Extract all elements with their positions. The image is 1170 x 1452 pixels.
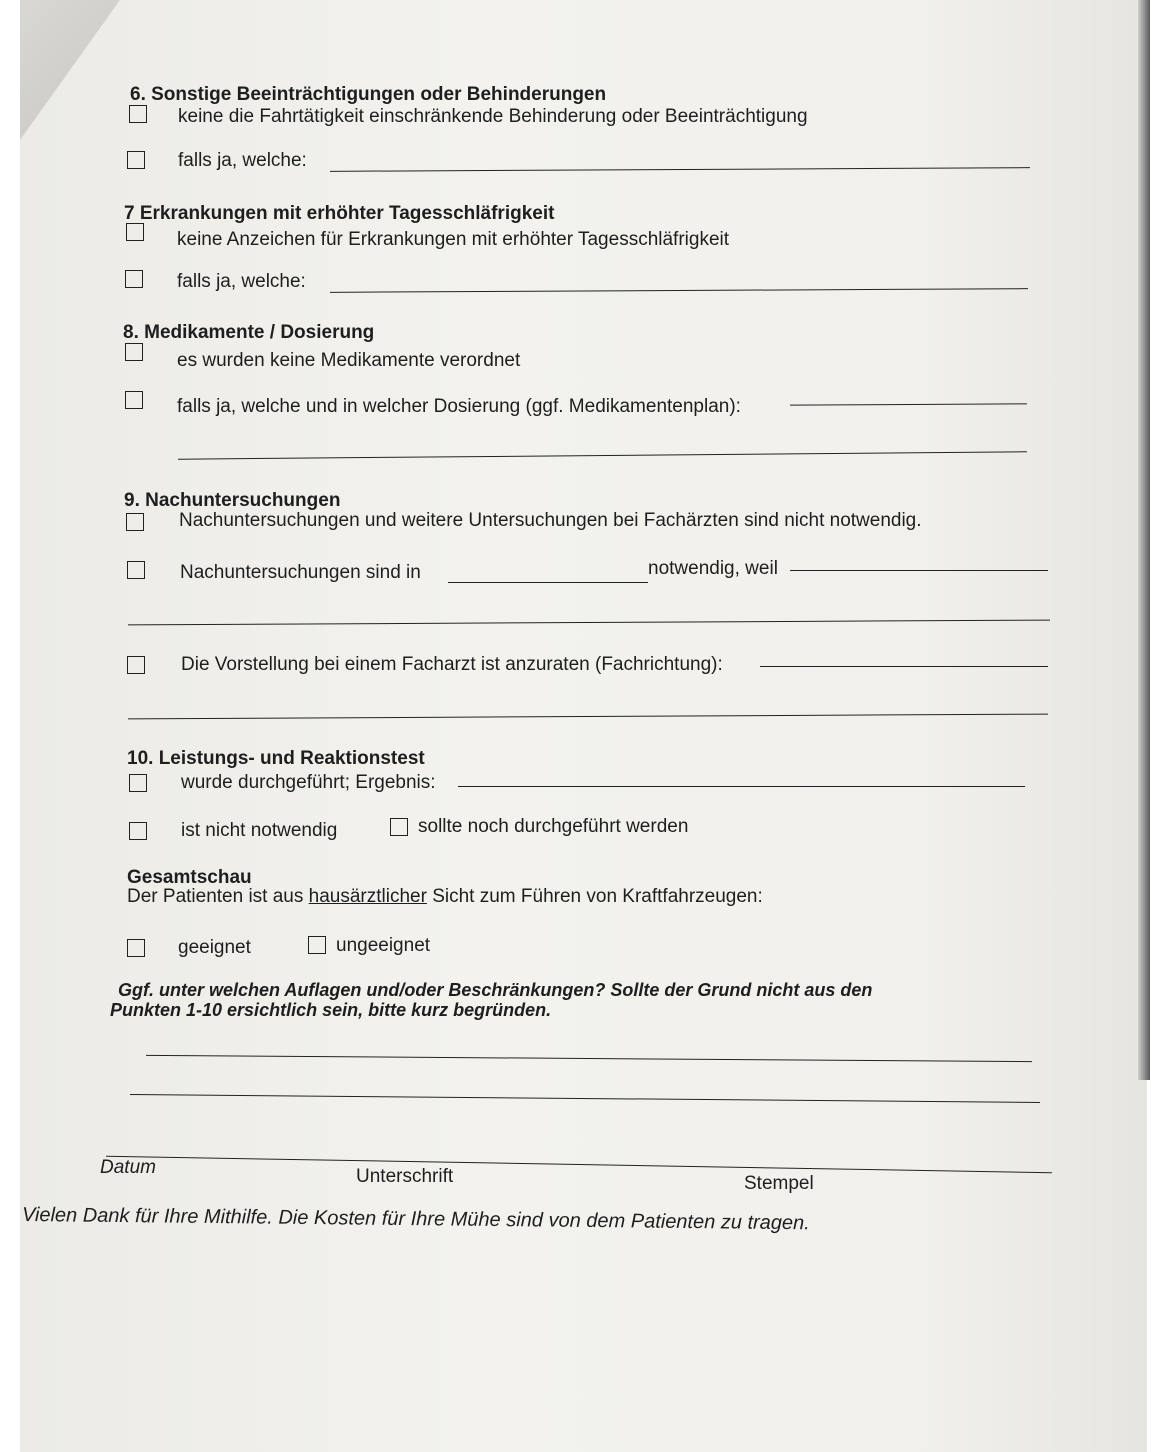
- summary-text-b: Sicht zum Führen von Kraftfahrzeugen:: [426, 886, 763, 907]
- section-9-title: 9. Nachuntersuchungen: [124, 490, 341, 511]
- footer-thanks: Vielen Dank für Ihre Mithilfe. Die Kosten für Ihre Mühe sind von dem Patienten zu tragen.: [21, 1204, 810, 1235]
- s9-specialist-line[interactable]: [760, 666, 1048, 667]
- section-10-title: 10. Leistungs- und Reaktionstest: [127, 748, 425, 769]
- summary-text: [127, 886, 763, 908]
- s6-checkbox-yes[interactable]: [127, 151, 145, 169]
- summary-option-suitable: geeignet: [178, 937, 251, 958]
- s9-timeframe-line[interactable]: [448, 582, 648, 583]
- s10-checkbox-done[interactable]: [129, 774, 147, 792]
- date-label: Datum: [100, 1157, 156, 1178]
- summary-title: Gesamtschau: [127, 867, 252, 888]
- stamp-label: Stempel: [744, 1173, 814, 1194]
- s10-option-pending: sollte noch durchgeführt werden: [418, 816, 689, 837]
- s8-checkbox-yes[interactable]: [125, 391, 143, 409]
- s10-result-line[interactable]: [458, 786, 1025, 787]
- conditions-line-1: Ggf. unter welchen Auflagen und/oder Beschränkungen? Sollte der Grund nicht aus den: [118, 980, 873, 1000]
- section-7-title: 7 Erkrankungen mit erhöhter Tagesschläfrigkeit: [124, 203, 555, 224]
- summary-checkbox-suitable[interactable]: [127, 939, 145, 957]
- summary-text-underlined: hausärztlicher: [308, 886, 427, 907]
- s9-option-not-needed: Nachuntersuchungen und weitere Untersuchungen bei Fachärzten sind nicht notwendig.: [179, 510, 922, 531]
- s8-option-none: es wurden keine Medikamente verordnet: [177, 350, 521, 371]
- s10-checkbox-not-needed[interactable]: [129, 822, 147, 840]
- s6-checkbox-none[interactable]: [129, 105, 147, 123]
- s9-checkbox-needed[interactable]: [127, 561, 145, 579]
- s9-reason-line[interactable]: [790, 570, 1048, 571]
- s7-checkbox-none[interactable]: [126, 223, 144, 241]
- s6-option-yes: falls ja, welche:: [178, 150, 307, 171]
- section-8-title: 8. Medikamente / Dosierung: [123, 322, 375, 343]
- s10-option-not-needed: ist nicht notwendig: [181, 820, 338, 841]
- s10-option-done: wurde durchgeführt; Ergebnis:: [181, 772, 436, 793]
- s8-checkbox-none[interactable]: [125, 343, 143, 361]
- s9-option-specialist: Die Vorstellung bei einem Facharzt ist anzuraten (Fachrichtung):: [181, 654, 723, 675]
- summary-text-a: Der Patienten ist aus: [127, 886, 309, 907]
- s10-checkbox-pending[interactable]: [390, 818, 408, 836]
- s9-checkbox-specialist[interactable]: [127, 656, 145, 674]
- summary-option-unsuitable: ungeeignet: [336, 935, 431, 956]
- s7-checkbox-yes[interactable]: [125, 270, 143, 288]
- s8-option-yes: falls ja, welche und in welcher Dosierung (ggf. Medikamentenplan):: [177, 396, 741, 417]
- conditions-line-2: Punkten 1-10 ersichtlich sein, bitte kurz begründen.: [110, 1000, 552, 1020]
- s6-option-none: keine die Fahrtätigkeit einschränkende Behinderung oder Beeinträchtigung: [178, 106, 808, 127]
- section-6-title: 6. Sonstige Beeinträchtigungen oder Behinderungen: [130, 84, 607, 105]
- summary-checkbox-unsuitable[interactable]: [308, 936, 326, 954]
- s7-option-yes: falls ja, welche:: [177, 271, 306, 292]
- s9-option-needed-b: notwendig, weil: [648, 558, 778, 579]
- s9-option-needed-a: Nachuntersuchungen sind in: [180, 562, 421, 583]
- signature-label: Unterschrift: [356, 1166, 454, 1187]
- s9-checkbox-not-needed[interactable]: [126, 513, 144, 531]
- s7-option-none: keine Anzeichen für Erkrankungen mit erhöhter Tagesschläfrigkeit: [177, 229, 730, 250]
- page-edge-shadow: [1138, 0, 1150, 1080]
